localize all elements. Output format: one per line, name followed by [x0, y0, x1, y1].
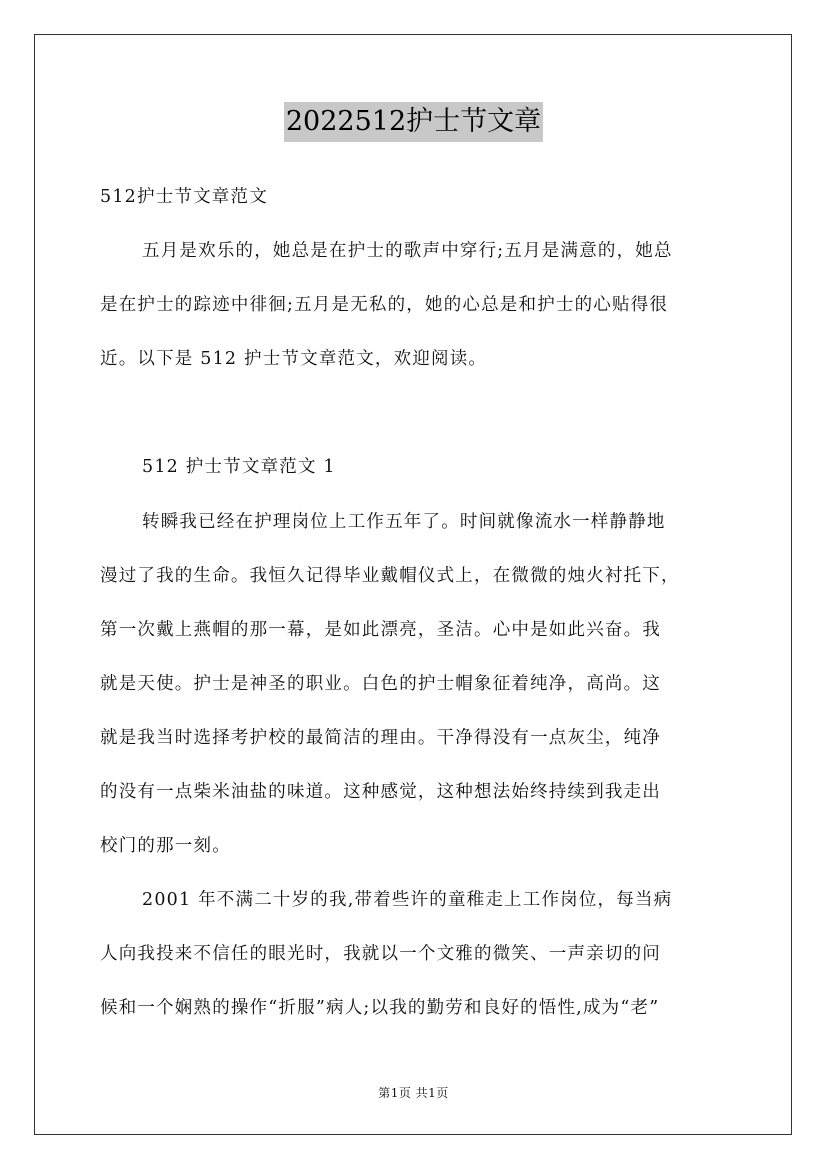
page-footer: 第1页 共1页 — [378, 1086, 449, 1100]
paragraph1-line-3: 第一次戴上燕帽的那一幕，是如此漂亮，圣洁。心中是如此兴奋。我 — [100, 620, 661, 640]
intro-line-3: 近。以下是 512 护士节文章范文，欢迎阅读。 — [100, 349, 488, 369]
document-title: 2022512护士节文章 — [284, 102, 543, 142]
paragraph2-line-3: 候和一个娴熟的操作“折服”病人;以我的勤劳和良好的悟性,成为“老” — [100, 998, 660, 1018]
paragraph1-line-1: 转瞬我已经在护理岗位上工作五年了。时间就像流水一样静静地 — [142, 512, 666, 532]
section-heading: 512 护士节文章范文 1 — [142, 457, 336, 477]
intro-line-1: 五月是欢乐的，她总是在护士的歌声中穿行;五月是满意的，她总 — [142, 241, 673, 261]
paragraph1-line-5: 就是我当时选择考护校的最简洁的理由。干净得没有一点灰尘，纯净 — [100, 728, 661, 748]
paragraph2-line-2: 人向我投来不信任的眼光时，我就以一个文雅的微笑、一声亲切的问 — [100, 944, 661, 964]
title-wrap — [0, 102, 827, 142]
paragraph1-line-4: 就是天使。护士是神圣的职业。白色的护士帽象征着纯净，高尚。这 — [100, 674, 661, 694]
paragraph1-line-6: 的没有一点柴米油盐的味道。这种感觉，这种想法始终持续到我走出 — [100, 782, 661, 802]
document-subtitle: 512护士节文章范文 — [100, 187, 268, 207]
intro-line-2: 是在护士的踪迹中徘徊;五月是无私的，她的心总是和护士的心贴得很 — [100, 295, 669, 315]
paragraph1-line-7: 校门的那一刻。 — [100, 836, 231, 856]
paragraph2-line-1: 2001 年不满二十岁的我,带着些许的童稚走上工作岗位，每当病 — [142, 890, 673, 910]
paragraph1-line-2: 漫过了我的生命。我恒久记得毕业戴帽仪式上，在微微的烛火衬托下， — [100, 566, 680, 586]
